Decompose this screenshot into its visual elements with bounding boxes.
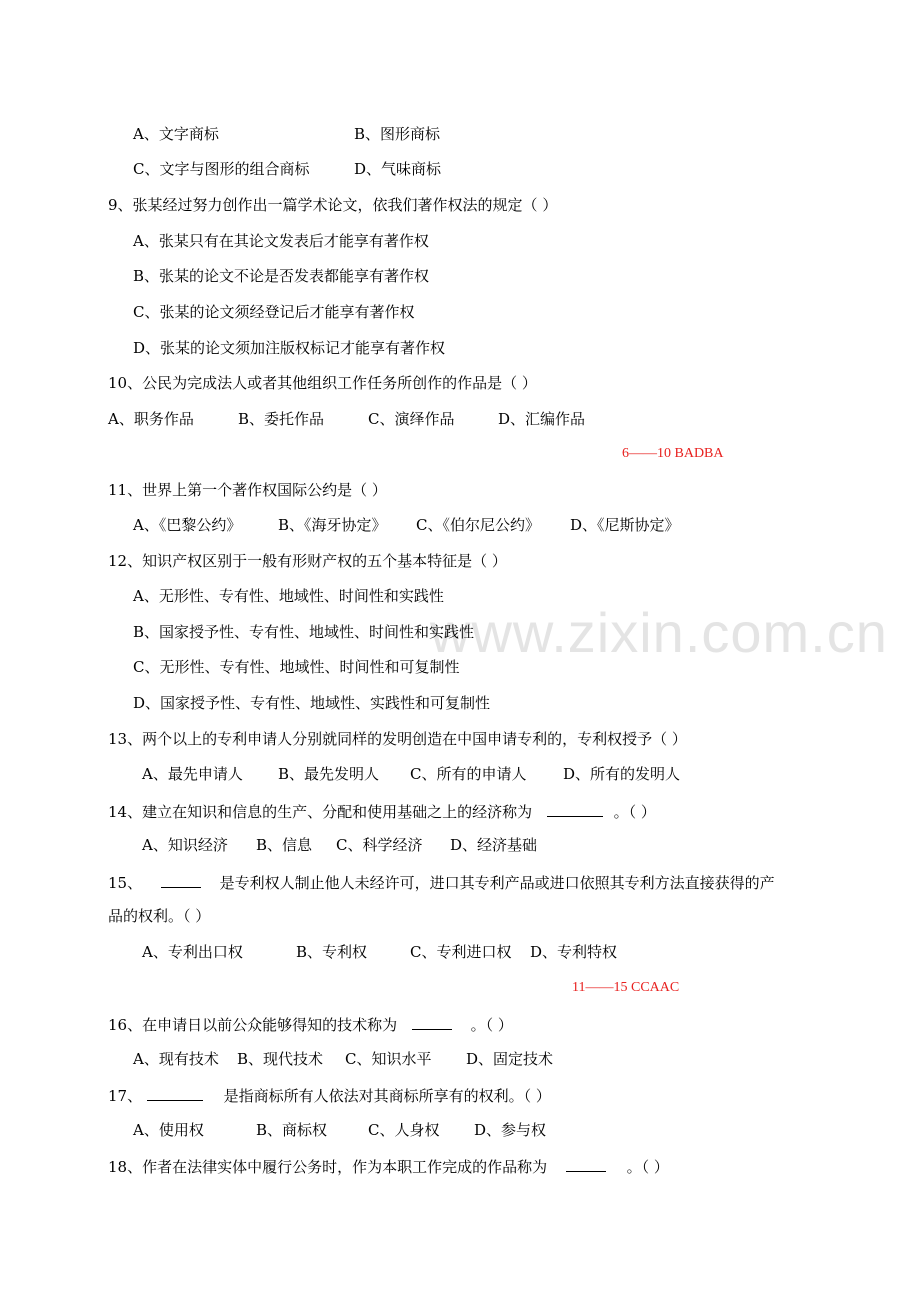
q8-option-b: B、图形商标 xyxy=(354,125,441,143)
q16-stem xyxy=(108,1013,513,1035)
q11-option-c: C、《伯尔尼公约》 xyxy=(416,516,540,534)
q16-option-c: C、知识水平 xyxy=(345,1050,432,1068)
q17-stem-after: 是指商标所有人依法对其商标所享有的权利。（ ） xyxy=(223,1087,551,1105)
q15-number: 15、 xyxy=(108,874,143,892)
q17-stem xyxy=(108,1084,551,1106)
q17-option-c: C、人身权 xyxy=(368,1121,440,1139)
q14-stem-after: 。（ ） xyxy=(613,803,656,821)
q15-blank xyxy=(161,871,201,888)
q11-option-d: D、《尼斯协定》 xyxy=(570,516,680,534)
q10-option-c: C、演绎作品 xyxy=(368,410,455,428)
q12-stem: 12、知识产权区别于一般有形财产权的五个基本特征是（ ） xyxy=(108,552,507,570)
q17-option-d: D、参与权 xyxy=(474,1121,547,1139)
q16-blank xyxy=(412,1013,452,1030)
q9-option-d: D、张某的论文须加注版权标记才能享有著作权 xyxy=(133,339,446,357)
q12-option-b: B、国家授予性、专有性、地域性、时间性和实践性 xyxy=(133,623,475,641)
q9-stem: 9、张某经过努力创作出一篇学术论文，依我们著作权法的规定（ ） xyxy=(108,196,558,214)
q15-option-d: D、专利特权 xyxy=(530,943,618,961)
q14-stem xyxy=(108,800,656,822)
q16-option-d: D、固定技术 xyxy=(466,1050,554,1068)
q8-option-c: C、文字与图形的组合商标 xyxy=(133,160,310,178)
q12-option-d: D、国家授予性、专有性、地域性、实践性和可复制性 xyxy=(133,694,491,712)
q8-option-d: D、气味商标 xyxy=(354,160,442,178)
q11-stem: 11、世界上第一个著作权国际公约是（ ） xyxy=(108,481,387,499)
q13-option-a: A、最先申请人 xyxy=(142,765,243,783)
q9-option-b: B、张某的论文不论是否发表都能享有著作权 xyxy=(133,267,430,285)
answer-key-11-15: 11——15 CCAAC xyxy=(572,980,680,995)
q11-option-a: A、《巴黎公约》 xyxy=(133,516,242,534)
q14-blank xyxy=(547,800,603,817)
q14-option-d: D、经济基础 xyxy=(450,836,538,854)
q15-stem-line2: 品的权利。（ ） xyxy=(108,907,211,925)
q17-blank xyxy=(147,1084,203,1101)
q16-option-b: B、现代技术 xyxy=(237,1050,324,1068)
q10-option-a: A、职务作品 xyxy=(108,410,194,428)
q9-option-c: C、张某的论文须经登记后才能享有著作权 xyxy=(133,303,415,321)
q13-option-b: B、最先发明人 xyxy=(278,765,380,783)
q18-stem-before: 18、作者在法律实体中履行公务时，作为本职工作完成的作品称为 xyxy=(108,1158,548,1176)
q10-option-b: B、委托作品 xyxy=(238,410,325,428)
q18-stem xyxy=(108,1155,669,1177)
q16-stem-after: 。（ ） xyxy=(470,1016,513,1034)
q15-option-c: C、专利进口权 xyxy=(410,943,512,961)
q12-option-c: C、无形性、专有性、地域性、时间性和可复制性 xyxy=(133,658,460,676)
q12-option-a: A、无形性、专有性、地域性、时间性和实践性 xyxy=(133,587,444,605)
q15-option-a: A、专利出口权 xyxy=(142,943,243,961)
q13-stem: 13、两个以上的专利申请人分别就同样的发明创造在中国申请专利的，专利权授予（ ） xyxy=(108,730,687,748)
q17-number: 17、 xyxy=(108,1087,143,1105)
q16-option-a: A、现有技术 xyxy=(133,1050,219,1068)
q8-option-a: A、文字商标 xyxy=(133,125,219,143)
q14-option-a: A、知识经济 xyxy=(142,836,228,854)
q10-option-d: D、汇编作品 xyxy=(498,410,586,428)
q18-blank xyxy=(566,1155,606,1172)
answer-key-6-10: 6——10 BADBA xyxy=(622,446,724,461)
q15-stem-after: 是专利权人制止他人未经许可，进口其专利产品或进口依照其专利方法直接获得的产 xyxy=(219,874,775,892)
q14-option-c: C、科学经济 xyxy=(336,836,423,854)
q14-stem-before: 14、建立在知识和信息的生产、分配和使用基础之上的经济称为 xyxy=(108,803,533,821)
q13-option-d: D、所有的发明人 xyxy=(563,765,681,783)
q15-option-b: B、专利权 xyxy=(296,943,368,961)
q18-stem-after: 。（ ） xyxy=(626,1158,669,1176)
q17-option-b: B、商标权 xyxy=(256,1121,328,1139)
q16-stem-before: 16、在申请日以前公众能够得知的技术称为 xyxy=(108,1016,398,1034)
q9-option-a: A、张某只有在其论文发表后才能享有著作权 xyxy=(133,232,429,250)
q11-option-b: B、《海牙协定》 xyxy=(278,516,387,534)
watermark: www.zixin.com.cn xyxy=(430,601,888,664)
q17-option-a: A、使用权 xyxy=(133,1121,204,1139)
q15-stem xyxy=(108,871,775,893)
q13-option-c: C、所有的申请人 xyxy=(410,765,527,783)
q14-option-b: B、信息 xyxy=(256,836,313,854)
q10-stem: 10、公民为完成法人或者其他组织工作任务所创作的作品是（ ） xyxy=(108,374,537,392)
